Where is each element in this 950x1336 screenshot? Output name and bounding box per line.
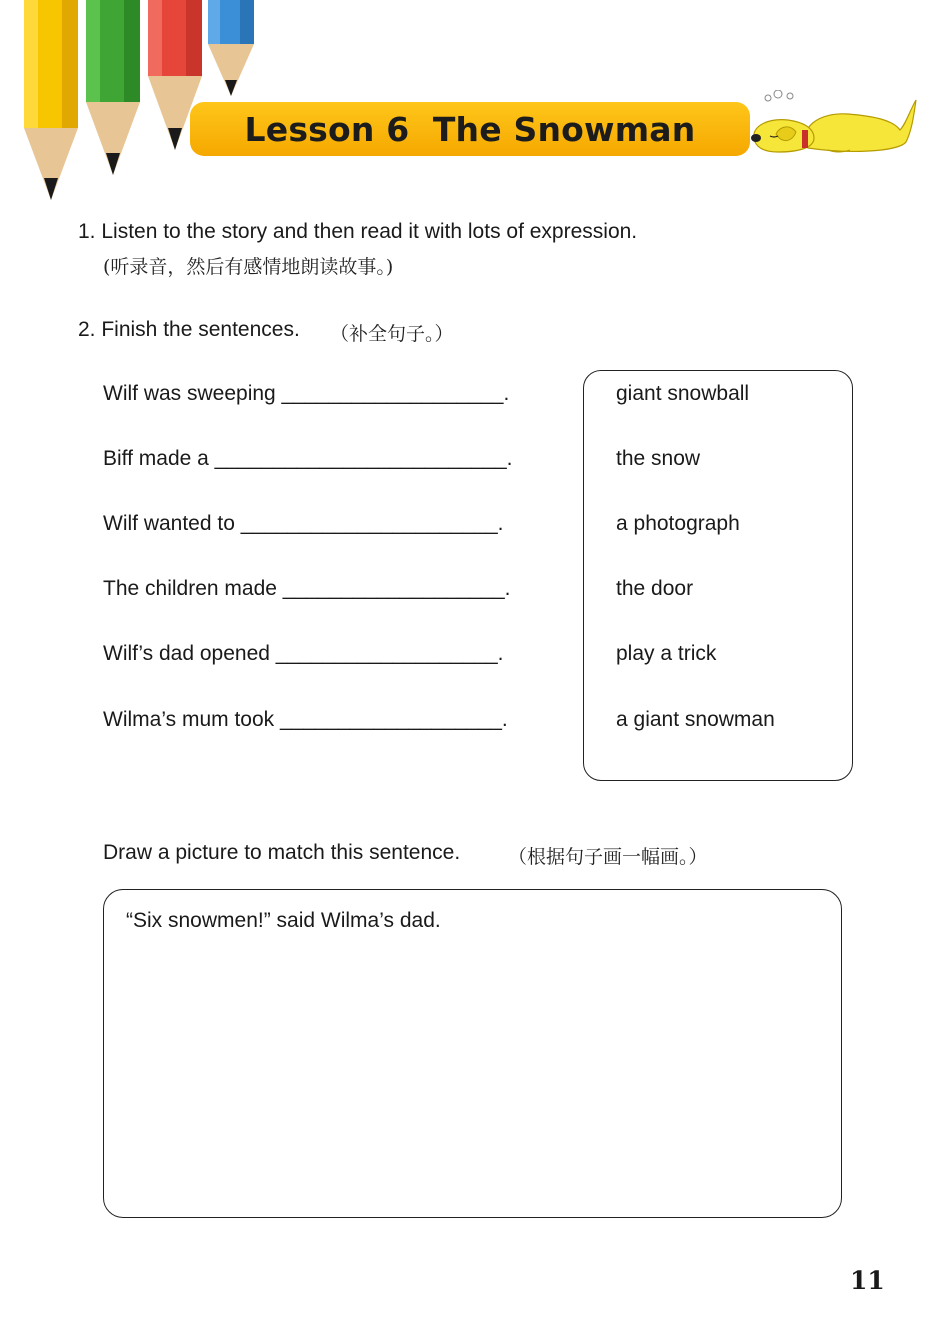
sentence-4: The children made ___________________. bbox=[103, 577, 511, 600]
word-bank-item-1: giant snowball bbox=[616, 382, 750, 405]
word-bank-item-6: a giant snowman bbox=[616, 708, 775, 731]
sentence-3: Wilf wanted to ______________________. bbox=[103, 512, 504, 535]
task1-instruction: 1. Listen to the story and then read it with lots of expression. bbox=[78, 220, 638, 243]
page-number: 11 bbox=[850, 1266, 885, 1295]
task1-instruction-cn: (听录音，然后有感情地朗读故事。) bbox=[103, 256, 394, 278]
sentence-6: Wilma’s mum took ___________________. bbox=[103, 708, 508, 731]
sentence-2: Biff made a _________________________. bbox=[103, 447, 513, 470]
task3-instruction-cn: （根据句子画一幅画。） bbox=[508, 846, 708, 868]
sleeping-dog-illustration bbox=[748, 90, 920, 160]
word-bank-item-3: a photograph bbox=[616, 512, 740, 535]
lesson-title: Lesson 6 The Snowman bbox=[244, 109, 696, 149]
lesson-title-banner bbox=[190, 102, 750, 156]
task2-instruction: 2. Finish the sentences. bbox=[78, 318, 300, 341]
task2-instruction-cn: （补全句子。） bbox=[330, 323, 454, 345]
sentence-5: Wilf’s dad opened ___________________. bbox=[103, 642, 504, 665]
sentence-1: Wilf was sweeping ___________________. bbox=[103, 382, 510, 405]
drawing-area[interactable] bbox=[103, 889, 842, 1218]
word-bank-item-2: the snow bbox=[616, 447, 701, 470]
draw-sentence: “Six snowmen!” said Wilma’s dad. bbox=[126, 909, 441, 932]
word-bank-item-4: the door bbox=[616, 577, 694, 600]
task3-instruction: Draw a picture to match this sentence. bbox=[103, 841, 461, 864]
word-bank-item-5: play a trick bbox=[616, 642, 717, 665]
